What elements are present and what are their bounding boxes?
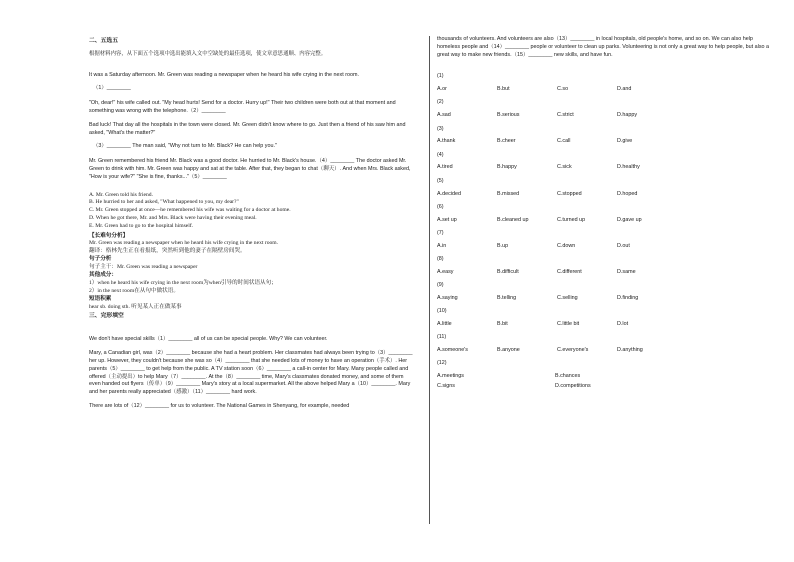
choice-b[interactable]: B.but — [497, 86, 510, 93]
option-a: A. Mr. Green told his friend. — [89, 191, 154, 198]
question-number: (4) — [437, 151, 444, 158]
question-10 — [437, 308, 773, 329]
choice-d[interactable]: D.gave up — [617, 216, 642, 223]
question-options — [437, 217, 773, 225]
question-number: (1) — [437, 73, 444, 80]
question-9 — [437, 282, 773, 303]
choice-d[interactable]: D.and — [617, 86, 632, 93]
option-c: C. Mr. Green stopped at once—he remembered his wife was waiting for a doctor at home. — [89, 207, 291, 214]
question-number: (9) — [437, 282, 444, 289]
analysis-item-2: 2）in the next room在从句中做状语。 — [89, 287, 179, 294]
passage-paragraph-3: Bad luck! That day all the hospitals in the town were closed. Mr. Green didn't know where to go. Just then a friend of his saw him and asked, "What's the matter?" — [89, 121, 406, 136]
question-2 — [437, 99, 773, 120]
choice-a[interactable]: A.tired — [437, 164, 453, 171]
option-list — [89, 192, 415, 231]
analysis-phrase-title: 短语积累 — [89, 295, 112, 302]
choice-b[interactable]: B.up — [497, 242, 509, 249]
question-number: (3) — [437, 125, 444, 132]
choice-d[interactable]: D.happy — [617, 112, 638, 119]
question-number: (6) — [437, 203, 444, 210]
choice-a[interactable]: A.set up — [437, 216, 457, 223]
question-options — [437, 191, 773, 199]
analysis-item-1: 1）when he heard his wife crying in the next room为when引导的时间状语从句； — [89, 279, 277, 286]
right-column — [437, 36, 773, 396]
passage-paragraph-4: Mr. Green remembered his friend Mr. Black was a good doctor. He hurried to Mr. Black's house.（4）________ The doctor asked Mr. Green to drink with him. Mr. Green was happy and sat at the table. After that, they began to chat（聊天）. And when Mrs. Black asked, "How is your wife?" "She is fine, thanks..."（5）________ — [89, 158, 411, 180]
choice-d[interactable]: D.anything — [617, 347, 643, 354]
left-column — [89, 36, 415, 417]
choice-a[interactable]: A.sad — [437, 112, 451, 119]
choice-c[interactable]: C.call — [557, 138, 571, 145]
cloze-continuation: thousands of volunteers. And volunteers are also（13）________ in local hospitals, old people's home, and so on. We can also help homeless people and（14）________ people or volunteer to clean up parks. Volunteering is not only a great way to help people, but also a great way to make new friends.（15）________ new skills, and have fun. — [437, 36, 770, 58]
choice-b[interactable]: B.chances — [555, 373, 581, 380]
choice-c[interactable]: C.selling — [557, 294, 578, 301]
choice-a[interactable]: A.or — [437, 86, 447, 93]
choice-a[interactable]: A.meetings — [437, 373, 464, 380]
question-4 — [437, 152, 773, 173]
choice-c[interactable]: C.little bit — [557, 321, 580, 328]
choice-b[interactable]: B.bit — [497, 321, 508, 328]
question-12 — [437, 360, 773, 390]
choice-c[interactable]: C.sick — [557, 164, 572, 171]
section-2-instructions: 根据材料内容，从下面五个选项中选出能填入文中空缺处的最佳选项，使文章意思通顺、内容完整。 — [89, 50, 327, 57]
cloze-paragraph-2: Mary, a Canadian girl, was（2）________ because she had a heart problem. Her classmates had always been trying to（3）________ her up. However, they couldn't because she was so（4）________ that she needed lots of money to have an operation（手术）. Her parents（5）________ to get help from the public. A TV station soon（6）________ a call-in center for Mary. Many people called and offered（主动提出）to help Mary（7）________. At the（8）________ time, Mary's classmates donated money, and some of them even handed out flyers（传单）（9）________ Mary's story at a local supermarket. All the above helped Mary a（10）________. Mary and her parents really appreciated（感激）（11）________ hard work. — [89, 350, 413, 396]
passage-paragraph-1: It was a Saturday afternoon. Mr. Green was reading a newspaper when he heard his wife crying in the next room. — [89, 71, 359, 78]
question-7 — [437, 230, 773, 251]
choice-b[interactable]: B.anyone — [497, 347, 520, 354]
choice-a[interactable]: A.decided — [437, 190, 461, 197]
choice-a[interactable]: A.thank — [437, 138, 456, 145]
question-number: (11) — [437, 334, 447, 341]
analysis-main-clause: 句子主干：Mr. Green was reading a newspaper — [89, 264, 198, 271]
choice-b[interactable]: B.difficult — [497, 268, 519, 275]
column-divider — [429, 36, 430, 524]
sentence-analysis — [89, 233, 415, 312]
choice-c[interactable]: C.turned up — [557, 216, 586, 223]
cloze-paragraph-3: There are lots of（12）________ for us to volunteer. The National Games in Shenyang, for example, needed — [89, 402, 350, 409]
cloze-paragraph-1: We don't have special skills（1）________ all of us can be special people. Why? We can volunteer. — [89, 336, 328, 343]
question-1 — [437, 73, 773, 94]
analysis-phrase: hear sb. doing sth. 听见某人正在做某事 — [89, 303, 182, 310]
choice-d[interactable]: D.hoped — [617, 190, 638, 197]
choice-d[interactable]: D.finding — [617, 294, 639, 301]
question-number: (7) — [437, 229, 444, 236]
question-options — [437, 243, 773, 251]
analysis-structure-title: 句子分析 — [89, 256, 112, 263]
question-5 — [437, 178, 773, 199]
choice-c[interactable]: C.strict — [557, 112, 574, 119]
choice-d[interactable]: D.healthy — [617, 164, 640, 171]
choice-c[interactable]: C.signs — [437, 383, 455, 390]
choice-b[interactable]: B.happy — [497, 164, 517, 171]
choice-c[interactable]: C.different — [557, 268, 582, 275]
question-options — [437, 86, 773, 94]
choice-d[interactable]: D.same — [617, 268, 636, 275]
passage-paragraph-2: "Oh, dear!" his wife called out. "My head hurts! Send for a doctor. Hurry up!" Their two children were both out at that moment and something was wrong with the telephone.（2）________ — [89, 100, 396, 114]
question-11 — [437, 334, 773, 355]
choice-b[interactable]: B.cheer — [497, 138, 516, 145]
choice-a[interactable]: A.little — [437, 321, 452, 328]
option-b: B. He hurried to her and asked, "What happened to you, my dear?" — [89, 199, 239, 206]
choice-c[interactable]: C.stopped — [557, 190, 582, 197]
choice-a[interactable]: A.saying — [437, 294, 458, 301]
analysis-sentence: Mr. Green was reading a newspaper when he heard his wife crying in the next room. — [89, 240, 279, 247]
question-options — [437, 347, 773, 355]
option-e: E. Mr. Green had to go to the hospital himself. — [89, 222, 194, 229]
question-6 — [437, 204, 773, 225]
question-number: (12) — [437, 360, 447, 367]
question-options — [437, 295, 773, 303]
question-number: (8) — [437, 256, 444, 263]
choice-d[interactable]: D.out — [617, 242, 630, 249]
blank-3-line: （3）________ The man said, "Why not turn to Mr. Black? He can help you." — [93, 143, 277, 150]
choice-a[interactable]: A.easy — [437, 268, 454, 275]
choice-c[interactable]: C.down — [557, 242, 576, 249]
analysis-translation: 翻译：格林先生正在看报纸，突然听到他的妻子在隔壁房间哭。 — [89, 248, 246, 255]
question-options-row-1 — [437, 373, 773, 381]
question-number: (2) — [437, 99, 444, 106]
choice-c[interactable]: C.everyone's — [557, 347, 589, 354]
question-options-row-2 — [437, 383, 773, 391]
choice-a[interactable]: A.someone's — [437, 347, 468, 354]
question-number: (5) — [437, 177, 444, 184]
question-options — [437, 112, 773, 120]
section-2-title: 二、五选五 — [89, 38, 118, 44]
blank-1: （1）________ — [93, 85, 131, 92]
question-3 — [437, 126, 773, 147]
option-d: D. When he got there, Mr. and Mrs. Black were having their evening meal. — [89, 214, 257, 221]
analysis-other-title: 其他成分： — [89, 272, 117, 279]
question-number: (10) — [437, 308, 447, 315]
question-options — [437, 138, 773, 146]
analysis-title: 【长难句分析】 — [89, 232, 129, 239]
section-3-title: 三、完形填空 — [89, 312, 124, 319]
question-8 — [437, 256, 773, 277]
choice-a[interactable]: A.in — [437, 242, 447, 249]
choice-b[interactable]: B.missed — [497, 190, 520, 197]
choice-d[interactable]: D.competitions — [555, 383, 591, 390]
choice-b[interactable]: B.telling — [497, 294, 517, 301]
question-options — [437, 269, 773, 277]
choice-d[interactable]: D.give — [617, 138, 633, 145]
question-options — [437, 321, 773, 329]
choice-d[interactable]: D.lot — [617, 321, 629, 328]
choice-b[interactable]: B.serious — [497, 112, 520, 119]
question-options — [437, 164, 773, 172]
choice-b[interactable]: B.cleaned up — [497, 216, 529, 223]
choice-c[interactable]: C.so — [557, 86, 569, 93]
